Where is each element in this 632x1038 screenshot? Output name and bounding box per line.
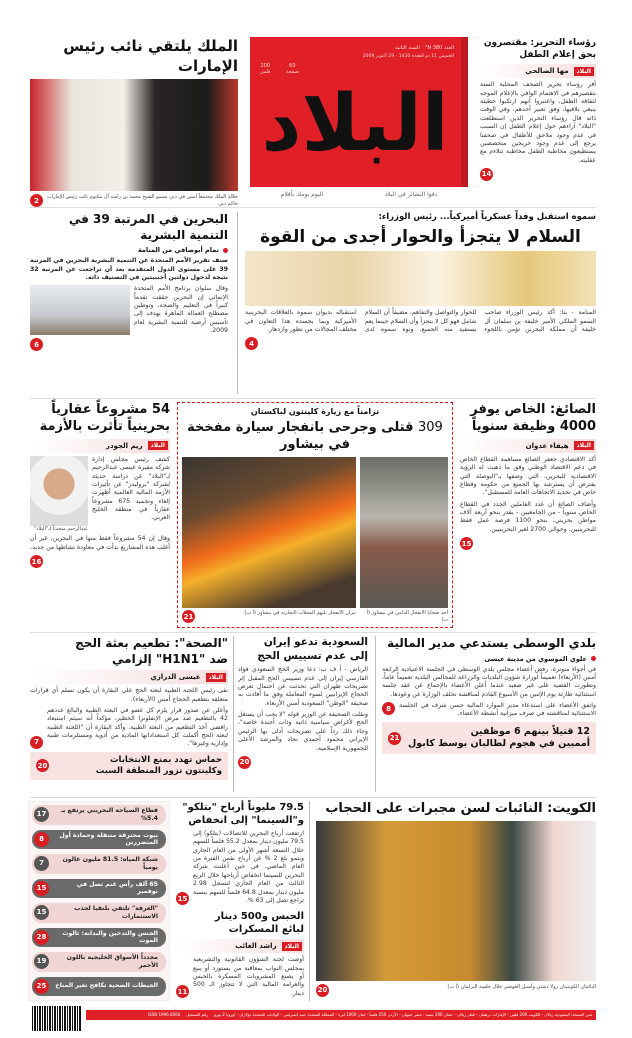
issue-year: السنة الثانية bbox=[395, 45, 420, 51]
barcode bbox=[32, 1006, 82, 1031]
index-list bbox=[32, 805, 166, 996]
editors-body: أقر رؤساء تحرير الصحف المحلية الستة بتقصيرهم في الاهتمام الوافي بالإعلام الموجه لثقافة الطفل، واعتبروا أنهم ارتكبوا خطيئة ينبغي تلافيها، وفق تعبير أحدهم. وفي الوقت ذاته قال رؤساء التحرير الذين استطلعت "البلاد" آراءهم حول إعلام الطفل إن السبب في عدم وجود ملاحق للأطفال في صحفنا يرجع إلى عدم وجود خريجين متخصصين يستطيعون مخاطبة الطفل مخاطبة تتلاءم مع عقليته. bbox=[480, 81, 596, 164]
pm-body: المنامة - بنا: أكد رئيس الوزراء صاحب السمو الملكي الأمير خليفة بن سلمان آل خليفة أن مملكة البحرين تؤمن باللجوء للحوار والتواصل والتفاهم، مضيفاً أن السلام شامل فهو كل لا يتجزأ وأن السلام حينما يعم يستفيد منه الجميع. ونوه سموه لدى استقباله بديوان سموه بالعلاقات البحرينية الأميركية وبما يجسده هذا التعاون في مختلف المجالات من تطور وازدهار. bbox=[245, 309, 596, 333]
h1n1-headline[interactable] bbox=[30, 636, 228, 667]
batelco-body: ارتفعت أرباح البحرين للاتصالات (بتلكو) إلى 79.5 مليون دينار بمعدل 55.2 فلساً للسهم خلال التسعة أشهر الأولى من العام الجاري وبنمو بلغ 2 % عن أرباح نفس الفترة من العام الماضي. في حين أعلنت شركة البحرين للسينما انخفاض أرباحها خلال الربع الثالث من العام الجاري لتسجل 2.98 مليون دينار بمعدل 64.8 فلساً للسهم بنسبة تراجع تصل إلى 63 %. bbox=[193, 830, 304, 904]
photo-caption: أحد ضحايا الانفجار الدامي في بيشاور (أ ب) bbox=[366, 610, 448, 623]
brand-tag: البلاد bbox=[574, 67, 594, 76]
headline-line: "الصحة": تطعيم بعثة الحج bbox=[75, 636, 228, 650]
hajj-headline[interactable] bbox=[238, 636, 368, 663]
byline bbox=[480, 64, 596, 78]
headline-line: الحبس و500 دينار bbox=[214, 911, 304, 923]
page-badge: 21 bbox=[388, 732, 401, 745]
headline-line: إلى عدم تسييس الحج bbox=[257, 649, 368, 662]
realestate-story bbox=[30, 402, 170, 568]
rank-headline[interactable]: البحرين في المرتبة 39 في التنمية البشرية bbox=[68, 212, 228, 242]
sayegh-body: أكد الاقتصادي جعفر الصائغ مساهمة القطاع الخاص في دعم الاقتصاد الوطني وفق ما ذهبت له الرؤية الاقتصادية للبحرين، التي وصفها بـ"البوصلة التي يفترض أن يسترشد بها الجميع من حكومة وقطاع خاص في تحديد الاتجاهات العامة للمستقبل". bbox=[460, 455, 596, 497]
rank-story bbox=[30, 212, 228, 351]
headline-line: رؤساء التحرير: مقتصرون bbox=[483, 38, 596, 48]
page-badge: 8 bbox=[382, 702, 395, 715]
byline bbox=[30, 670, 228, 684]
headline-line: و"السينما" إلى انخفاض bbox=[188, 815, 304, 826]
peshawar-headline[interactable] bbox=[182, 420, 448, 454]
alcohol-body: أوصت لجنة الشؤون القانونية والتشريعية بمجلس النواب بمعاقبة من يستورد أو يبيع أو يصنع المشروبات المسكرة بالحبس والغرامة المالية التي لا تتجاوز الـ 500 دينار. bbox=[193, 956, 304, 997]
slogan: اليوم يومك بأقلام bbox=[280, 191, 324, 198]
pages-count: 60 bbox=[289, 63, 296, 69]
footer-registration: رقم التسجيل bbox=[186, 1012, 208, 1017]
author-name: عيسى الدرازي bbox=[150, 673, 201, 682]
index-label: 65 ألف رأس غنم تصل في نوفمبر bbox=[76, 880, 158, 896]
slogan: دقوا البشائر في البلاد bbox=[384, 191, 438, 198]
editors-story bbox=[480, 38, 596, 181]
issue-info bbox=[395, 45, 454, 51]
index-page: 15 bbox=[34, 905, 49, 920]
index-item[interactable] bbox=[32, 928, 166, 948]
headline-line: 79.5 مليوناً أرباح "بتلكو" bbox=[182, 802, 304, 813]
kabul-box[interactable] bbox=[382, 722, 596, 755]
h1n1-lead: نفى رئيس اللجنة الطبية لبعثة الحج علي البقارة أن يكون تسلم أي قرارات متعلقة بتطعيم الحجاج أمس (الأربعاء). bbox=[30, 687, 228, 703]
editors-headline[interactable] bbox=[480, 38, 596, 61]
footer-prices: ثمن النسخة: السعودية ريالان - الكويت 200 فلس - الإمارات درهمان - قطر ريالان - عمان 200 بيسة - مصر جنيهان - الأردن 250 فلساً - لبنان 1000 ليرة - المملكة المتحدة جنيه استرليني - الولايات المتحدة دولاران - أوروبا 2 يورو bbox=[213, 1012, 592, 1017]
headline-line: ضد "H1N1" إلزامي bbox=[112, 651, 228, 666]
index-page: 25 bbox=[34, 979, 49, 994]
masthead bbox=[250, 37, 468, 187]
slogans bbox=[250, 191, 468, 198]
peshawar-kicker: تزامناً مع زيارة كلينتون لباكستان bbox=[250, 407, 380, 416]
headline-line: السعودية تدعو إيران bbox=[263, 636, 368, 648]
index-page: 19 bbox=[34, 954, 49, 969]
index-item[interactable] bbox=[32, 830, 166, 850]
index-label: شبكة المياه: 81.5 مليون غالون يومياً bbox=[62, 856, 158, 871]
author-name: علوي الموسوي من مدينة عيسى bbox=[484, 654, 587, 663]
page-badge: 11 bbox=[176, 985, 189, 998]
brand-tag: البلاد bbox=[282, 942, 302, 951]
king-headline[interactable]: الملك يلتقي نائب رئيس الإمارات bbox=[63, 37, 238, 75]
headline-line: بحق إعلام الطفل bbox=[519, 49, 596, 60]
page-badge: 7 bbox=[30, 736, 43, 749]
price-label: فلس bbox=[260, 69, 271, 75]
photo-caption: عبدالرحيم متحدثاً لـ"البلاد" bbox=[33, 525, 88, 532]
council-body-2: واتفق الأعضاء على استدعاء مدير الموارد المالية حسن شرف في الجلسة الاستثنائية لمناقشته في صرف ميزانية أنشطة الأعضاء. bbox=[399, 702, 596, 718]
council-author bbox=[382, 655, 596, 663]
page-badge: 4 bbox=[245, 337, 258, 350]
king-photo bbox=[30, 79, 238, 191]
headline-number: 309 bbox=[418, 420, 443, 436]
author-name: راشد الغائب bbox=[235, 942, 277, 951]
page-badge: 15 bbox=[460, 537, 473, 550]
hamas-box[interactable] bbox=[30, 752, 228, 780]
pm-story bbox=[245, 212, 596, 350]
footer-bar bbox=[86, 1010, 596, 1020]
masthead-logo[interactable]: البلاد bbox=[261, 79, 449, 169]
index-page: 8 bbox=[34, 832, 49, 847]
pm-headline[interactable]: السلام لا يتجزأ والحوار أجدى من القوة bbox=[260, 227, 581, 248]
brand-tag: البلاد bbox=[206, 673, 226, 682]
headline-line: 4000 وظيفة سنوياً bbox=[471, 418, 596, 434]
peshawar-box bbox=[177, 402, 453, 628]
index-item[interactable] bbox=[32, 854, 166, 874]
sayegh-headline[interactable] bbox=[460, 402, 596, 436]
index-label: قطاع السياحة البحريني يرتفع بـ 5.4% bbox=[60, 807, 158, 822]
byline bbox=[460, 439, 596, 453]
realestate-body-2: وقال إن 54 مشروعاً فقط منها في البحرين، غير أن أغلب هذه المشاريع بدأت في معاودة نشاطها من جديد. bbox=[30, 535, 170, 551]
index-label: مجدداً الأسواق الخليجية باللون الأحمر bbox=[66, 954, 158, 969]
byline bbox=[176, 939, 304, 953]
rank-lead: صنف تقرير الأمم المتحدة عن التنمية البشرية البحرين في المرتبة 39 على مستوى الدول المتقدمة بعد أن تراجعت عن المرتبة 32 نتيجة لدخول دولتين أجنبيتين في التصنيف ذاته. bbox=[30, 257, 228, 281]
index-item[interactable] bbox=[32, 805, 166, 825]
council-body: في أجواء متوترة، رفض أعضاء مجلس بلدي الوسطى في الجلسة الاعتيادية الرابعة أمس (الأربعاء) تعميماً لوزارة شؤون البلديات والزراعة للمجالس البلدية تعميماً عاماً، وتطورت القضية على غير صعيد عندما أعلن الأعضاء بالإجماع عن عقد جلسة استثنائية طارئة يوم الإثنين من الأسبوع القادم لمناقشة تخلف الوزارة عن وعودها. bbox=[382, 665, 596, 698]
bullet-icon bbox=[591, 656, 596, 661]
issue-date: الخميس 11 ذو القعدة 1430 - 29 أكتوبر 2009 bbox=[362, 54, 454, 59]
brand-tag: البلاد bbox=[574, 441, 594, 450]
index-page: 28 bbox=[34, 930, 49, 945]
headline-line: الصائغ: الخاص يوفر bbox=[470, 402, 596, 417]
page-badge: 20 bbox=[316, 984, 329, 997]
index-page: 17 bbox=[34, 807, 49, 822]
king-story bbox=[30, 37, 238, 207]
headline-line: حماس تهدد بمنع الانتخابات bbox=[109, 754, 222, 765]
author-name: تمام أبوصافي من المنامة bbox=[137, 246, 219, 255]
hajj-story bbox=[238, 636, 368, 769]
index-label: الحيطات الصحية تكافح تغير المناخ bbox=[55, 982, 158, 990]
index-page: 7 bbox=[34, 856, 49, 871]
index-item[interactable] bbox=[32, 977, 166, 996]
page-badge: 15 bbox=[176, 892, 189, 905]
rank-body: وقال سلوان برنامج الأمم المتحدة الإنمائي إن البحرين حققت تقدماً كبيراً في التعليم والصحة، وتوطين مصطلح العمالة الماهرة يهدف إلى تأسيس أرضية للتنمية البشرية لعام 2009. bbox=[134, 285, 228, 335]
page-badge: 2 bbox=[30, 194, 43, 207]
sayegh-story bbox=[460, 402, 596, 550]
byline bbox=[30, 439, 170, 453]
page-badge: 21 bbox=[182, 610, 195, 623]
index-label: بيوت محترقة متنقلة وحمادة أول المتضررين bbox=[59, 831, 158, 847]
hajj-body: الرياض - أ ف ب: دعا وزير الحج السعودي فؤاد الفارسي إيران إلى عدم تسييس الحج المقبل إثر تصريحات طهران التي تحدثت عن احتمال تعرض الحجاج الإيرانيين لسوء المعاملة وفق ما أفادت به صحيفة "الوطن" السعودية أمس الأربعاء. bbox=[238, 666, 368, 707]
index-label: الجنس والتدخين والبدانة: ثالوث الموت bbox=[62, 929, 158, 945]
index-label: "الغرفة" تلتقي بلتقيا لجذب الاستثمارات bbox=[74, 905, 158, 920]
headline-line: لبائع المسكرات bbox=[228, 924, 304, 936]
brand-tag: البلاد bbox=[148, 441, 168, 450]
bullet-icon bbox=[223, 248, 228, 253]
index-item[interactable] bbox=[32, 879, 166, 899]
center-column bbox=[176, 801, 304, 998]
headline-text: قتلى وجرحى بانفجار سيارة مفخخة في بيشاور bbox=[187, 420, 414, 453]
issue-number: العدد 380 N° bbox=[424, 45, 454, 51]
pm-kicker: سموه استقبل وفداً عسكرياً أميركياً... رئيس الوزراء: bbox=[378, 212, 596, 222]
page-badge: 6 bbox=[30, 338, 43, 351]
h1n1-story bbox=[30, 636, 228, 780]
author-name: مها الصالحي bbox=[525, 67, 569, 76]
index-item[interactable] bbox=[32, 903, 166, 923]
hajj-body-2: ونقلت الصحيفة عن الوزير قوله "لا يجب أن يستغل الحج لأغراض سياسية ذاتية وذات أجندة خاصة"، وجاء ذلك رداً على تصريحات أدلى بها الرئيس الإيراني محمود أحمدي نجاد والمرشد الأعلى للجمهورية الإسلامية. bbox=[238, 711, 368, 752]
page-badge: 20 bbox=[36, 759, 49, 772]
pages-label: صفحة bbox=[286, 69, 299, 75]
kuwait-story bbox=[316, 801, 596, 997]
realestate-photo bbox=[30, 456, 88, 526]
king-caption: جلالة الملك مجتمعاً أمس في دبي بسمو الشيخ محمد بن راشد آل مكتوم نائب رئيس الإمارات حاكم دبي bbox=[47, 194, 238, 207]
headline-line: 12 قتيلاً بينهم 6 موظفين bbox=[470, 725, 590, 737]
rank-author bbox=[30, 246, 228, 254]
index-item[interactable] bbox=[32, 952, 166, 972]
kuwait-photo bbox=[316, 821, 596, 981]
headline-line: وكلينتون تزور المنطقة السبت bbox=[95, 765, 222, 776]
page-badge: 20 bbox=[238, 756, 251, 769]
realestate-body: كشف رئيس مجلس إدارة شركة مقيرة عيسى عبدالرحيم لـ"البلاد" عن دراسة حديثة لشركة "بروليدز" عن تأثيرات الأزمة المالية العالمية أظهرت إلغاء وتجميد 675 مشروعاً عقارياً في منطقة الخليج العربي. bbox=[92, 455, 170, 522]
index-page: 15 bbox=[34, 881, 49, 896]
alcohol-headline[interactable] bbox=[176, 910, 304, 936]
council-story bbox=[382, 636, 596, 754]
batelco-headline[interactable] bbox=[176, 801, 304, 827]
author-name: هيفاء عدوان bbox=[525, 441, 569, 450]
page-badge: 16 bbox=[30, 555, 43, 568]
photo-caption: نيران الانفجار تلتهم المحلات التجارية في بيشاور (أ ب) bbox=[244, 610, 356, 616]
kuwait-headline[interactable]: الكويت: النائبات لسن مجبرات على الحجاب bbox=[325, 801, 596, 816]
author-name: ريم الجودر bbox=[105, 441, 143, 450]
peshawar-fire-photo bbox=[182, 457, 356, 608]
sayegh-body-2: وأضاف الصائغ أن عدد العاملين الجدد في القطاع الخاص سنوياً - من الجامعيين - يقدر بنحو أربعة آلاف مواطن بحريني، بنحو 1100 فرصة عمل فقط للبحرينيين، وحوالي 2700 لغير البحرينيين. bbox=[460, 500, 596, 533]
rank-photo bbox=[30, 285, 130, 335]
pm-photo bbox=[245, 251, 596, 306]
peshawar-victim-photo bbox=[360, 457, 448, 608]
realestate-headline[interactable]: 54 مشروعاً عقارياً بحرينياً تأثرت بالأزمة bbox=[39, 402, 170, 434]
footer-issn: ISSN 1996-8566 bbox=[147, 1012, 181, 1017]
headline-line: أمميين في هجوم لطالبان بوسط كابول bbox=[408, 738, 590, 750]
page-badge: 14 bbox=[480, 168, 493, 181]
photo-caption: النائبتان الكويتيتان رولا دشتي وأسيل العوضي خلال جلسة البرلمان (أ ب) bbox=[447, 983, 596, 990]
council-headline[interactable]: بلدي الوسطى يستدعي مدير المالية bbox=[387, 636, 596, 650]
h1n1-body: وأعلن عن صدور قرار يلزم كل عضو في البعثة الطبية والبالغ عددهم 42 بالتطعيم ضد مرض الإنفلونزا الخطير، مؤكداً أنه سيتم استبعاد رافضي أخذ التطعيم من البعثة الطبية. وأكد البقارة أن "اللجنة الطبية لبعثة الحج أكملت كل استعداداتها المادية من أدوية ومستلزمات طبية وإدارية وغيرها". bbox=[47, 706, 228, 748]
price-value: 200 bbox=[260, 63, 270, 69]
